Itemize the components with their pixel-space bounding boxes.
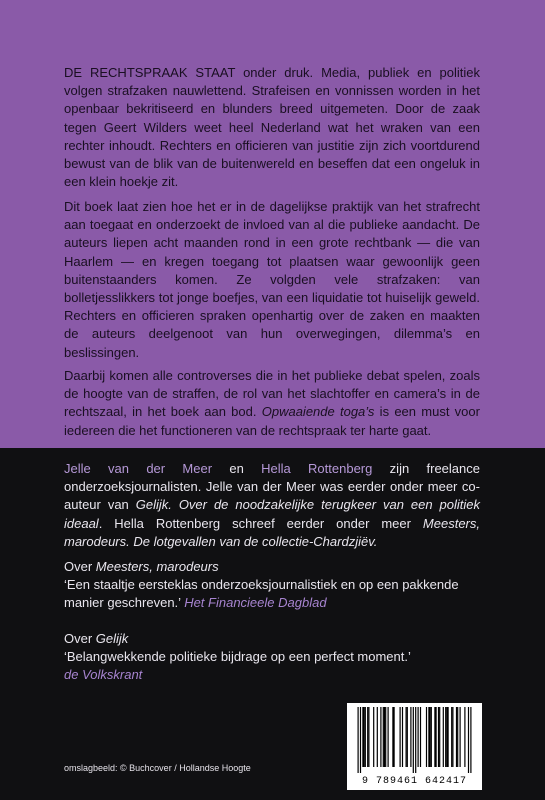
barcode-bar (438, 707, 439, 767)
isbn-number: 9 789461 642417 (361, 776, 467, 787)
barcode-bar (470, 707, 471, 773)
text-run: DE RECHTSPRAAK STAAT onder druk. Media, publiek en politiek volgen strafzaken nauwlettend. Strafeisen en vonnissen worden in het openbaar bekritiseerd en blunders breed uitgemeten. Door de zaak tegen Geert Wilders weet heel Nederland wat het wraken van een rechter inhoudt. Rechters en officieren van justitie zijn zich voortdurend bewust van de blik van de buitenwereld en beseffen dat een ongeluk in een klein hoekje zit. (64, 65, 480, 190)
barcode-bar (407, 707, 408, 767)
blurb-paragraph-1 (64, 64, 480, 191)
barcode-bar (434, 707, 435, 767)
barcode-bar (456, 707, 457, 767)
barcode-bar (443, 707, 444, 767)
text-run: is een must voor iedereen die het functioneren van de rechtspraak ter harte gaat. (64, 404, 480, 438)
barcode-bar (388, 707, 389, 767)
author-name: Jelle van der Meer (64, 461, 213, 476)
book-title: Meesters, marodeurs (95, 559, 219, 574)
barcode-bar (457, 707, 458, 767)
barcode-bar (368, 707, 369, 767)
barcode-bar (406, 707, 407, 767)
barcode-bar (367, 707, 368, 767)
barcode-bar (415, 707, 416, 773)
text-run: Over (64, 631, 96, 646)
barcode-bar (373, 707, 374, 767)
barcode-bar (377, 707, 378, 767)
barcode-bar (448, 707, 449, 767)
barcode-bar (426, 707, 427, 767)
barcode-bar (402, 707, 403, 767)
barcode-bar (413, 707, 414, 773)
review-quote-1 (64, 558, 480, 613)
barcode-bar (431, 707, 432, 767)
cover-image-credit: omslagbeeld: © Buchcover / Hollandse Hoogte (64, 763, 251, 773)
text-run: zijn freelance onderzoeksjournalisten. Jelle van der Meer was eerder onder meer co-auteur van (64, 461, 480, 513)
barcode-bar (451, 707, 452, 767)
barcode-bar (392, 707, 393, 767)
text-run: ‘Belangwekkende politieke bijdrage op een perfect moment.’ (64, 649, 411, 665)
review-quote-2 (64, 630, 480, 685)
book-title: Gelijk (95, 631, 129, 646)
text-run: . Hella Rottenberg schreef eerder onder meer (98, 515, 423, 531)
barcode-bar (452, 707, 453, 767)
barcode-bar (445, 707, 446, 767)
blurb-paragraph-3 (64, 367, 480, 440)
text-run: Over (64, 559, 96, 574)
barcode-bar (436, 707, 437, 767)
barcode-bar (460, 707, 461, 767)
barcode-bar (383, 707, 384, 767)
barcode-bar (439, 707, 440, 767)
barcode-bar (358, 707, 359, 773)
barcode-bar (380, 707, 381, 767)
barcode-bar (360, 707, 361, 773)
book-title: Opwaaiende toga’s (261, 404, 375, 420)
barcode-bar (362, 707, 363, 767)
author-bio (64, 460, 480, 551)
blurb-paragraph-2 (64, 198, 480, 362)
barcode-bar (468, 707, 469, 773)
book-title: Meesters, marodeurs. De lotgevallen van de collectie-Chardzjiëv. (64, 515, 480, 549)
quote-source: de Volkskrant (64, 667, 143, 683)
author-name: Hella Rottenberg (261, 461, 373, 476)
book-title: Gelijk. Over de noodzakelijke terugkeer van een politiek ideaal (64, 497, 481, 531)
barcode-bar (400, 707, 401, 767)
barcode-bar (365, 707, 366, 767)
barcode-bars (347, 703, 482, 773)
text-run: en (212, 461, 262, 476)
text-run: ‘Een staaltje eersteklas onderzoeksjournalistiek en op een pakkende manier geschreven.’ (64, 577, 459, 611)
text-run: Dit boek laat zien hoe het er in de dagelijkse praktijk van het strafrecht aan toegaat en onderzoekt de invloed van al die publieke aandacht. De auteurs liepen acht maanden rond in een grote rechtbank — die van Haarlem — en kregen toegang tot plaatsen waar gewoonlijk geen buitenstaanders komen. Ze volgden vele strafzaken: van bolletjesslikkers tot jonge boefjes, van een liquidatie tot huiselijk geweld. Rechters en officieren spraken openhartig over de zaken en maakten de auteurs deelgenoot van hun overwegingen, dilemma’s en beslissingen. (64, 199, 480, 360)
barcode-bar (418, 707, 419, 767)
text-run: Daarbij komen alle controverses die in het publieke debat spelen, zoals de hoogte van de straffen, de rol van het slachtoffer en camera’s in de rechtszaal, in het boek aan bod. (64, 368, 480, 420)
barcode-bar (420, 707, 421, 767)
barcode-bar (384, 707, 385, 767)
barcode-bar (464, 707, 465, 767)
barcode-bar (430, 707, 431, 767)
quote-source: Het Financieele Dagblad (184, 595, 327, 611)
barcode-bar (364, 707, 365, 767)
barcode-bar (394, 707, 395, 767)
barcode-bar (385, 707, 386, 767)
barcode-bar (446, 707, 447, 767)
barcode-bar (428, 707, 429, 767)
barcode-bar (410, 707, 411, 767)
isbn-barcode (347, 703, 482, 790)
